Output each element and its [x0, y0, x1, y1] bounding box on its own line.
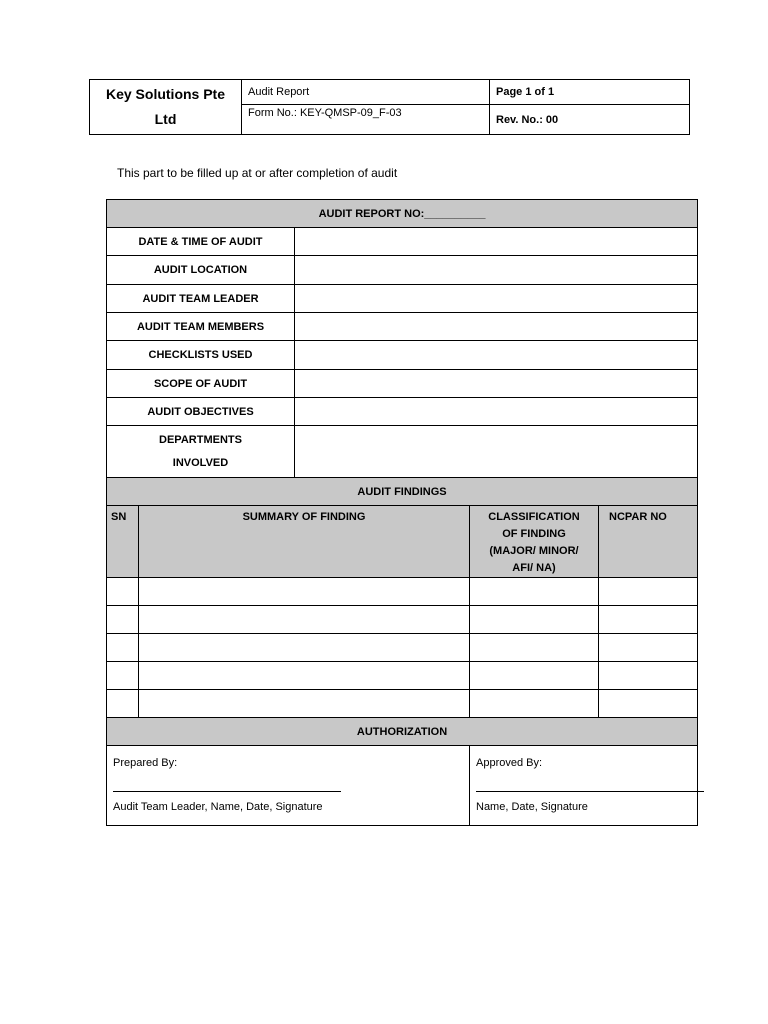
- finding-summary-cell[interactable]: [139, 690, 470, 718]
- prepared-by-label: Prepared By:: [113, 757, 178, 769]
- field-label-team-members: AUDIT TEAM MEMBERS: [107, 313, 295, 341]
- finding-summary-cell[interactable]: [139, 634, 470, 662]
- approved-by-label: Approved By:: [476, 757, 543, 769]
- audit-report-table: [106, 199, 698, 826]
- instruction-note: This part to be filled up at or after completion of audit: [117, 166, 398, 180]
- finding-classification-cell[interactable]: [470, 578, 599, 606]
- finding-sn-cell[interactable]: [107, 662, 139, 690]
- finding-ncpar-cell[interactable]: [599, 578, 698, 606]
- field-value-team-leader[interactable]: [295, 285, 698, 313]
- col-header-sn: SN: [107, 506, 139, 578]
- finding-sn-cell[interactable]: [107, 606, 139, 634]
- field-value-location[interactable]: [295, 256, 698, 285]
- finding-sn-cell[interactable]: [107, 578, 139, 606]
- prepared-by-caption: Audit Team Leader, Name, Date, Signature: [113, 801, 323, 813]
- finding-row: [107, 690, 698, 718]
- finding-summary-cell[interactable]: [139, 578, 470, 606]
- finding-sn-cell[interactable]: [107, 634, 139, 662]
- finding-classification-cell[interactable]: [470, 690, 599, 718]
- field-value-team-members[interactable]: [295, 313, 698, 341]
- finding-classification-cell[interactable]: [470, 634, 599, 662]
- approved-by-caption: Name, Date, Signature: [476, 801, 588, 813]
- field-label-scope: SCOPE OF AUDIT: [107, 370, 295, 398]
- finding-row: [107, 662, 698, 690]
- field-label-date-time: DATE & TIME OF AUDIT: [107, 228, 295, 256]
- document-header: [89, 79, 690, 135]
- form-number: Form No.: KEY-QMSP-09_F-03: [242, 105, 490, 135]
- approved-by-block: [470, 746, 698, 826]
- field-label-team-leader: AUDIT TEAM LEADER: [107, 285, 295, 313]
- finding-ncpar-cell[interactable]: [599, 690, 698, 718]
- finding-classification-cell[interactable]: [470, 606, 599, 634]
- field-label-departments: DEPARTMENTS INVOLVED: [107, 426, 295, 478]
- finding-row: [107, 634, 698, 662]
- finding-ncpar-cell[interactable]: [599, 606, 698, 634]
- finding-row: [107, 606, 698, 634]
- page-number: Page 1 of 1: [490, 80, 690, 105]
- col-header-summary: SUMMARY OF FINDING: [139, 506, 470, 578]
- finding-sn-cell[interactable]: [107, 690, 139, 718]
- field-value-objectives[interactable]: [295, 398, 698, 426]
- finding-classification-cell[interactable]: [470, 662, 599, 690]
- field-label-location: AUDIT LOCATION: [107, 256, 295, 285]
- finding-ncpar-cell[interactable]: [599, 634, 698, 662]
- field-label-checklists: CHECKLISTS USED: [107, 341, 295, 370]
- findings-heading: AUDIT FINDINGS: [107, 478, 698, 506]
- approved-by-signature-line[interactable]: [476, 775, 704, 792]
- prepared-by-signature-line[interactable]: [113, 775, 341, 792]
- document-title: Audit Report: [242, 80, 490, 105]
- authorization-heading: AUTHORIZATION: [107, 718, 698, 746]
- col-header-ncpar: NCPAR NO: [599, 506, 698, 578]
- col-header-classification: CLASSIFICATION OF FINDING (MAJOR/ MINOR/ AFI/ NA): [470, 506, 599, 578]
- revision-number: Rev. No.: 00: [490, 105, 690, 135]
- finding-summary-cell[interactable]: [139, 662, 470, 690]
- finding-row: [107, 578, 698, 606]
- field-value-date-time[interactable]: [295, 228, 698, 256]
- report-number-label: AUDIT REPORT NO:__________: [107, 200, 698, 228]
- finding-summary-cell[interactable]: [139, 606, 470, 634]
- finding-ncpar-cell[interactable]: [599, 662, 698, 690]
- prepared-by-block: [107, 746, 470, 826]
- field-label-objectives: AUDIT OBJECTIVES: [107, 398, 295, 426]
- field-value-checklists[interactable]: [295, 341, 698, 370]
- company-name: Key Solutions Pte Ltd: [90, 80, 242, 135]
- field-value-departments[interactable]: [295, 426, 698, 478]
- field-value-scope[interactable]: [295, 370, 698, 398]
